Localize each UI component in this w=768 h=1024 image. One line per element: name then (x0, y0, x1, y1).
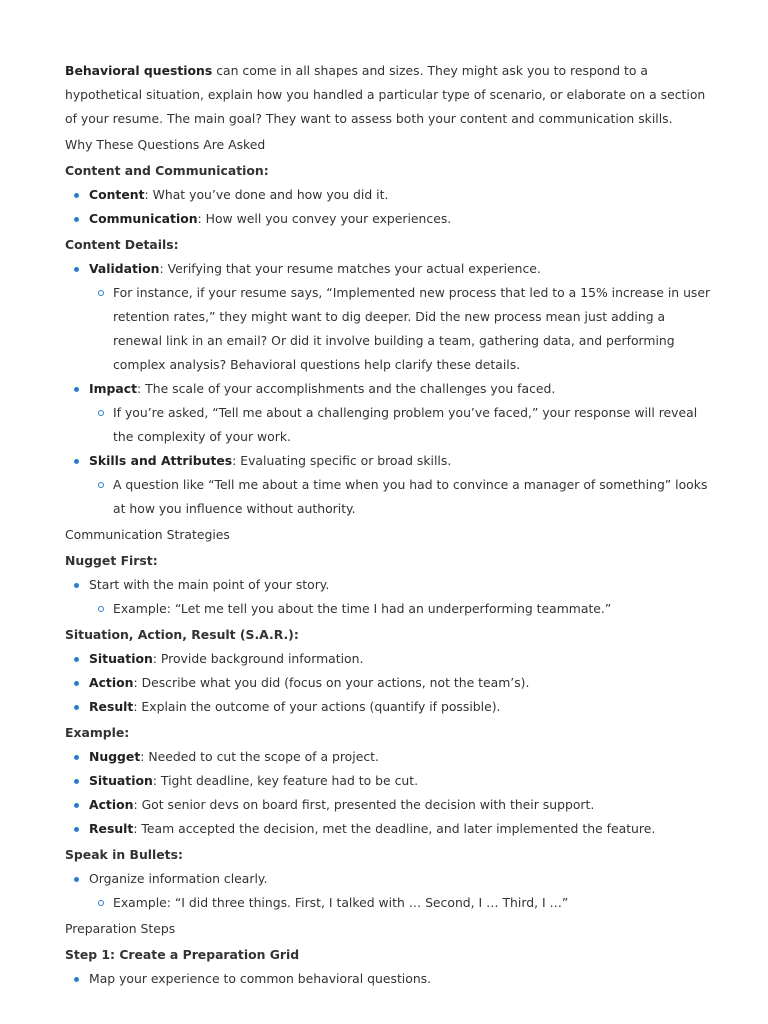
list-item (65, 377, 718, 449)
list-text: Organize information clearly. (89, 871, 268, 886)
bullets-heading: Speak in Bullets: (65, 847, 183, 862)
list-text: : How well you convey your experiences. (197, 211, 452, 226)
list-term: Impact (89, 381, 138, 396)
intro-text: can come in all shapes and sizes. They might ask you to respond to a hypothetical situation, explain how you handled a particular type of scenario, or elaborate on a section of your resume. The main goal? They want to assess both your content and communication skills. (65, 63, 706, 126)
sub-list-item: Example: “I did three things. First, I talked with … Second, I … Third, I …” (89, 891, 718, 915)
sar-heading: Situation, Action, Result (S.A.R.): (65, 627, 299, 642)
list-text: : Verifying that your resume matches your actual experience. (159, 261, 541, 276)
content-comm-list (65, 183, 718, 231)
list-term: Situation (89, 651, 153, 666)
sub-list-item: For instance, if your resume says, “Implemented new process that led to a 15% increase in user retention rates,” they might want to dig deeper. Did the new process mean just adding a renewal link in an email? Or did it involve building a team, gathering data, and performing complex analysis? Behavioral questions help clarify these details. (89, 281, 718, 377)
list-item (65, 183, 718, 207)
step1-heading: Step 1: Create a Preparation Grid (65, 947, 300, 962)
sub-list (89, 281, 718, 377)
list-item (65, 745, 718, 769)
step1-list (65, 967, 718, 991)
list-term: Situation (89, 773, 153, 788)
list-term: Skills and Attributes (89, 453, 233, 468)
list-item (65, 867, 718, 915)
list-item (65, 671, 718, 695)
section-title-why: Why These Questions Are Asked (65, 137, 266, 152)
intro-bold: Behavioral questions (65, 63, 213, 78)
example-heading: Example: (65, 725, 130, 740)
list-term: Validation (89, 261, 160, 276)
sub-list-item: A question like “Tell me about a time when you had to convince a manager of something” looks at how you influence without authority. (89, 473, 718, 521)
list-text: : Explain the outcome of your actions (quantify if possible). (133, 699, 501, 714)
sar-list (65, 647, 718, 719)
sub-list-item: Example: “Let me tell you about the time I had an underperforming teammate.” (89, 597, 718, 621)
list-text: : What you’ve done and how you did it. (144, 187, 389, 202)
nugget-heading: Nugget First: (65, 553, 158, 568)
list-text: : Tight deadline, key feature had to be cut. (152, 773, 419, 788)
list-text: : Provide background information. (152, 651, 364, 666)
list-item (65, 793, 718, 817)
content-comm-heading: Content and Communication: (65, 163, 269, 178)
list-term: Result (89, 699, 134, 714)
list-text: : The scale of your accomplishments and the challenges you faced. (137, 381, 556, 396)
nugget-list (65, 573, 718, 621)
sub-list (89, 597, 718, 621)
list-text: : Team accepted the decision, met the deadline, and later implemented the feature. (133, 821, 656, 836)
list-item (65, 257, 718, 377)
list-text: : Got senior devs on board first, presented the decision with their support. (133, 797, 595, 812)
section-title-prep: Preparation Steps (65, 921, 176, 936)
sub-list (89, 401, 718, 449)
list-term: Action (89, 675, 134, 690)
list-item (65, 207, 718, 231)
sub-list (89, 891, 718, 915)
bullets-list (65, 867, 718, 915)
list-text: : Describe what you did (focus on your actions, not the team’s). (133, 675, 530, 690)
list-term: Result (89, 821, 134, 836)
list-term: Content (89, 187, 145, 202)
sub-list-item: If you’re asked, “Tell me about a challenging problem you’ve faced,” your response will reveal the complexity of your work. (89, 401, 718, 449)
list-item (65, 647, 718, 671)
list-text: : Evaluating specific or broad skills. (232, 453, 452, 468)
list-item (65, 573, 718, 621)
list-item (65, 769, 718, 793)
list-item (65, 695, 718, 719)
list-term: Action (89, 797, 134, 812)
intro-paragraph (65, 59, 718, 131)
content-details-heading: Content Details: (65, 237, 179, 252)
list-text: : Needed to cut the scope of a project. (140, 749, 379, 764)
list-term: Nugget (89, 749, 141, 764)
list-term: Communication (89, 211, 198, 226)
example-list (65, 745, 718, 841)
sub-list (89, 473, 718, 521)
list-item (65, 449, 718, 521)
list-text: Start with the main point of your story. (89, 577, 330, 592)
list-text: Map your experience to common behavioral questions. (89, 971, 432, 986)
list-item (65, 817, 718, 841)
content-details-list (65, 257, 718, 521)
section-title-strategies: Communication Strategies (65, 527, 230, 542)
list-item (65, 967, 718, 991)
